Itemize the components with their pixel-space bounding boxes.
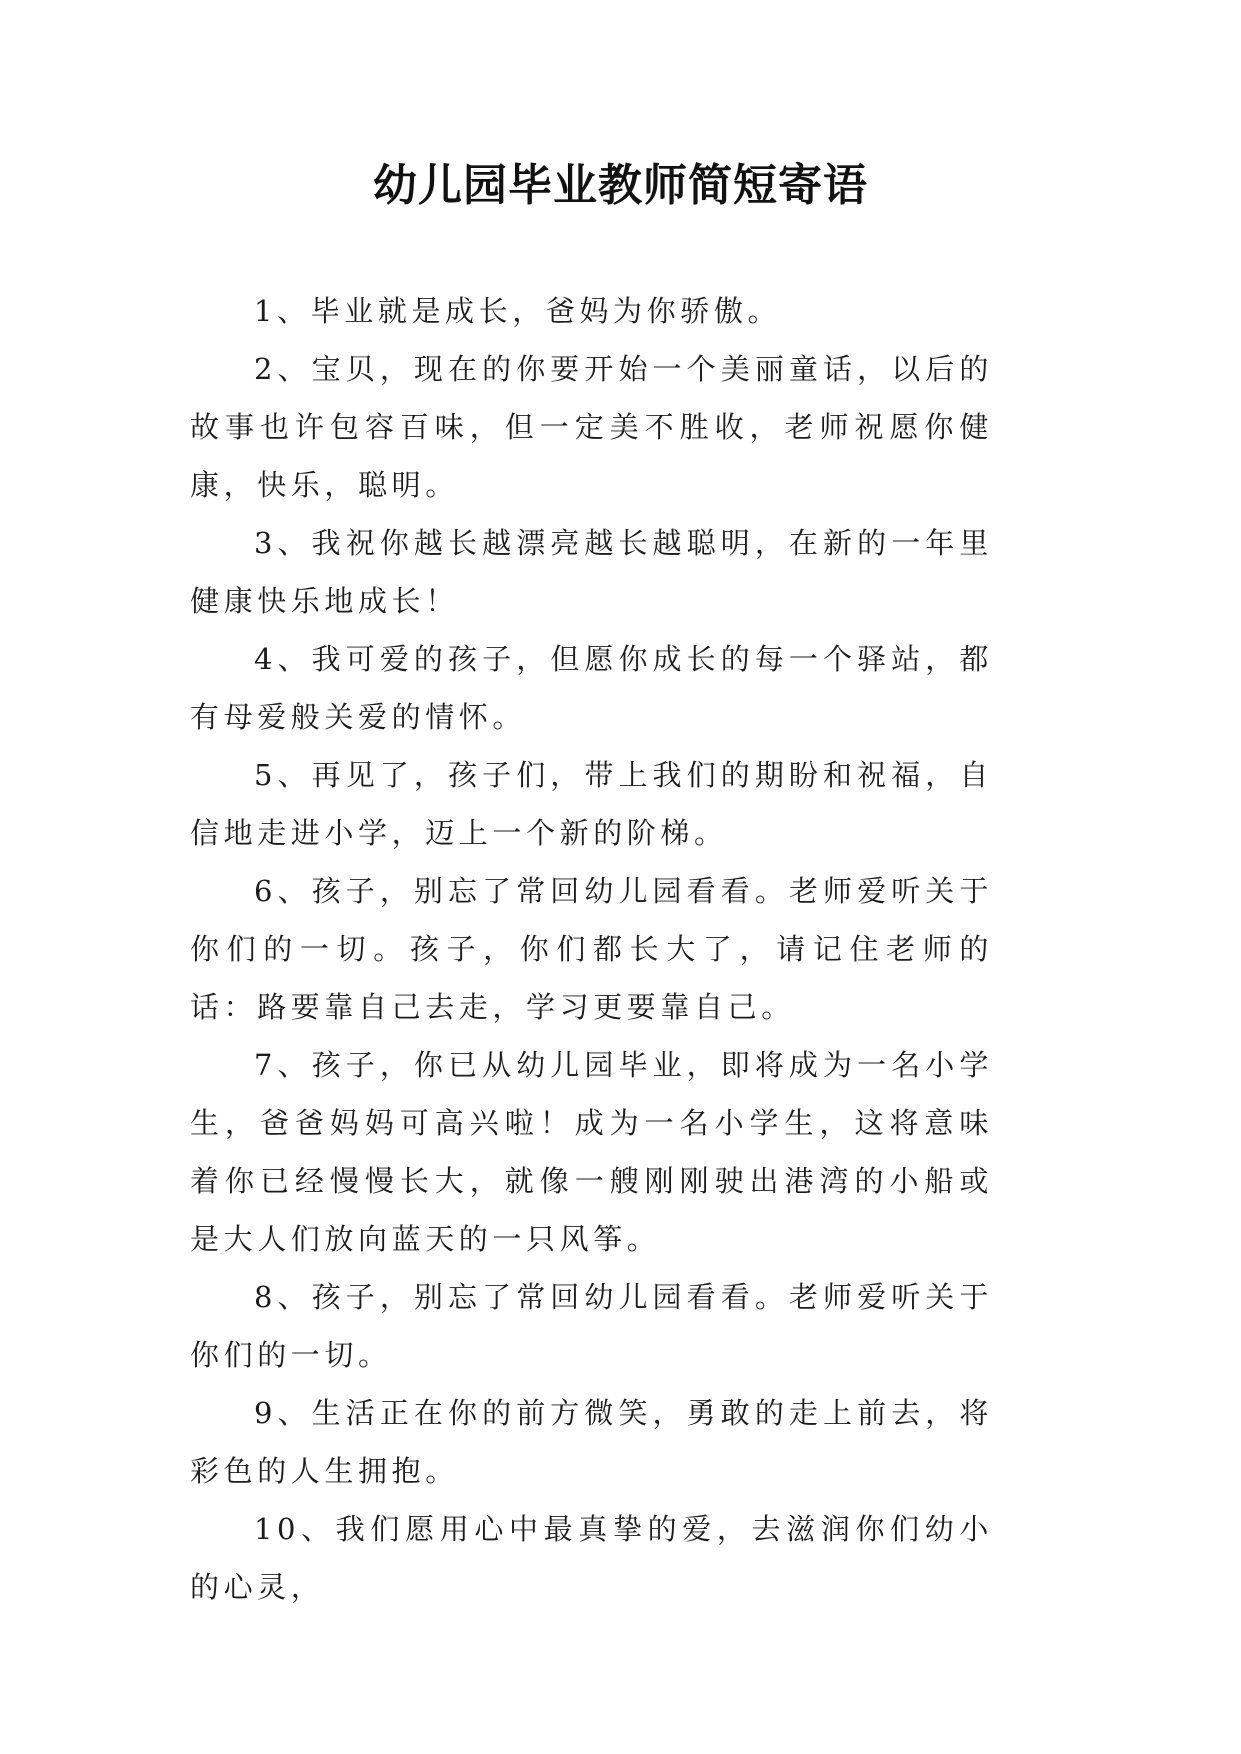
paragraph-3: 3、我祝你越长越漂亮越长越聪明，在新的一年里健康快乐地成长！ [190,526,993,618]
document-body [190,282,993,1616]
paragraph-5: 5、再见了，孩子们，带上我们的期盼和祝福，自信地走进小学，迈上一个新的阶梯。 [190,758,993,850]
paragraph-1: 1、毕业就是成长，爸妈为你骄傲。 [254,294,782,328]
paragraph-9: 9、生活正在你的前方微笑，勇敢的走上前去，将彩色的人生拥抱。 [190,1396,993,1488]
paragraph-8: 8、孩子，别忘了常回幼儿园看看。老师爱听关于你们的一切。 [190,1280,993,1372]
paragraph-10: 10、我们愿用心中最真挚的爱，去滋润你们幼小的心灵， [190,1512,993,1604]
document-title: 幼儿园毕业教师简短寄语 [373,160,868,211]
paragraph-2: 2、宝贝，现在的你要开始一个美丽童话，以后的故事也许包容百味，但一定美不胜收，老师祝愿你健康，快乐，聪明。 [190,352,993,502]
paragraph-7: 7、孩子，你已从幼儿园毕业，即将成为一名小学生，爸爸妈妈可高兴啦！成为一名小学生，这将意味着你已经慢慢长大，就像一艘刚刚驶出港湾的小船或是大人们放向蓝天的一只风筝。 [190,1048,993,1256]
paragraph-6: 6、孩子，别忘了常回幼儿园看看。老师爱听关于你们的一切。孩子，你们都长大了，请记住老师的话：路要靠自己去走，学习更要靠自己。 [190,874,993,1024]
paragraph-4: 4、我可爱的孩子，但愿你成长的每一个驿站，都有母爱般关爱的情怀。 [190,642,993,734]
